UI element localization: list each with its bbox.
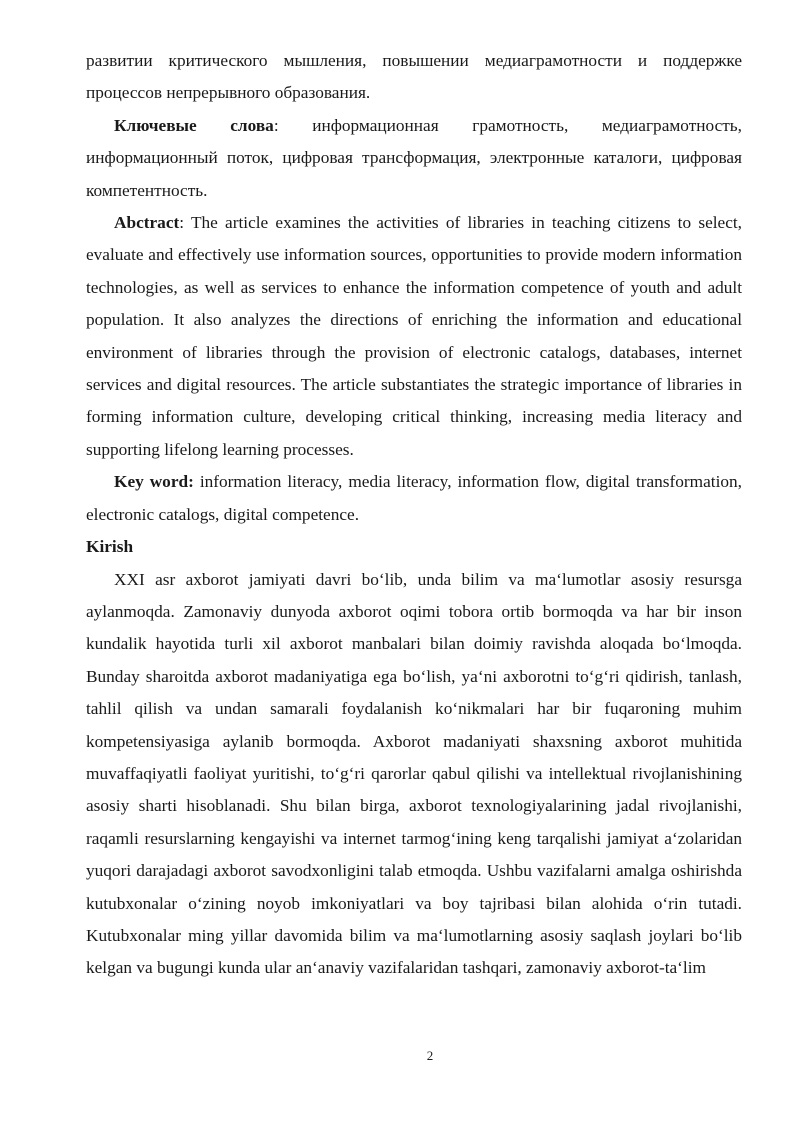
section-heading: Kirish	[86, 537, 134, 557]
keywords-en-label: Key word:	[114, 472, 194, 492]
keywords-en-text: information literacy, media literacy, information flow, digital transformation, electronic catalogs, digital competence.	[86, 472, 742, 524]
page-number: 2	[426, 1048, 434, 1063]
keywords-ru-paragraph	[86, 110, 742, 207]
abstract-en-paragraph	[86, 207, 742, 466]
section-paragraph: XXI asr axborot jamiyati davri bo‘lib, unda bilim va ma‘lumotlar asosiy resursga aylanmoqda. Zamonaviy dunyoda axborot oqimi tobora ortib bormoqda va har bir inson kundalik hayotida turli xil axborot manbalari bilan doimiy ravishda aloqada bo‘lmoqda. Bunday sharoitda axborot madaniyatiga ega bo‘lish, ya‘ni axborotni to‘g‘ri qidirish, tanlash, tahlil qilish va undan samarali foydalanish ko‘nikmalari har bir fuqaroning muhim kompetensiyasiga aylanib bormoqda. Axborot madaniyati shaxsning axborot muhitida muvaffaqiyatli faoliyat yuritishi, to‘g‘ri qarorlar qabul qilishi va intellektual rivojlanishining asosiy sharti hisoblanadi. Shu bilan birga, axborot texnologiyalarining jadal rivojlanishi, raqamli resurslarning kengayishi va internet tarmog‘ining keng tarqalishi jamiyat a‘zolaridan yuqori darajadagi axborot savodxonligini talab etmoqda. Ushbu vazifalarni amalga oshirishda kutubxonalar o‘zining noyob imkoniyatlari va boy tajribasi bilan alohida o‘rin tutadi. Kutubxonalar ming yillar davomida bilim va ma‘lumotlarning asosiy saqlash joylari bo‘lib kelgan va bugungi kunda ular an‘anaviy vazifalaridan tashqari, zamonaviy axborot-ta‘lim	[86, 569, 742, 978]
keywords-en-paragraph	[86, 466, 742, 531]
intro-continuation-paragraph: развитии критического мышления, повышении медиаграмотности и поддержке процессов непрерывного образования.	[86, 51, 742, 103]
document-body	[86, 45, 742, 985]
keywords-ru-label: Ключевые слова	[114, 115, 274, 135]
keywords-ru-text: : информационная грамотность, медиаграмотность, информационный поток, цифровая трансформация, электронные каталоги, цифровая компетентность.	[86, 115, 743, 200]
abstract-en-label: Abctract	[114, 213, 180, 233]
abstract-en-text: : The article examines the activities of libraries in teaching citizens to select, evaluate and effectively use information sources, opportunities to provide modern information technologies, as well as services to enhance the information competence of youth and adult population. It also analyzes the directions of enriching the information and educational environment of libraries through the provision of electronic catalogs, databases, internet services and digital resources. The article substantiates the strategic importance of libraries in forming information culture, developing critical thinking, increasing media literacy and supporting lifelong learning processes.	[86, 213, 742, 459]
